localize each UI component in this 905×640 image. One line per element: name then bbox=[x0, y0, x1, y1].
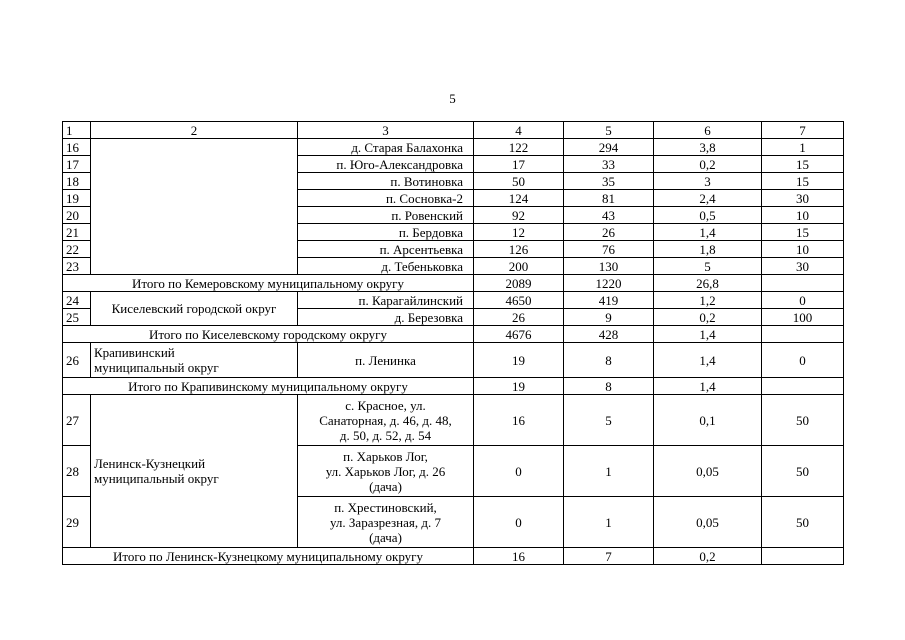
settlement-cell: п. Сосновка-2 bbox=[298, 190, 474, 207]
value-cell: 15 bbox=[762, 173, 844, 190]
settlement-cell: п. Юго-Александровка bbox=[298, 156, 474, 173]
row-number: 16 bbox=[63, 139, 91, 156]
row-number: 21 bbox=[63, 224, 91, 241]
settlement-cell: п. Хрестиновский, ул. Заразрезная, д. 7 (дача) bbox=[298, 497, 474, 548]
value-cell: 7 bbox=[564, 548, 654, 565]
value-cell: 17 bbox=[474, 156, 564, 173]
table-row bbox=[63, 139, 844, 156]
settlement-cell: п. Вотиновка bbox=[298, 173, 474, 190]
value-cell: 16 bbox=[474, 395, 564, 446]
page-number: 5 bbox=[449, 91, 456, 106]
value-cell: 3 bbox=[654, 173, 762, 190]
table-row bbox=[63, 343, 844, 378]
value-cell bbox=[762, 326, 844, 343]
value-cell: 33 bbox=[564, 156, 654, 173]
total-label: Итого по Киселевскому городскому округу bbox=[63, 326, 474, 343]
value-cell: 1,4 bbox=[654, 326, 762, 343]
settlement-cell: п. Арсентьевка bbox=[298, 241, 474, 258]
value-cell: 0 bbox=[762, 292, 844, 309]
row-number: 27 bbox=[63, 395, 91, 446]
value-cell: 0,5 bbox=[654, 207, 762, 224]
value-cell: 16 bbox=[474, 548, 564, 565]
district-cell: Киселевский городской округ bbox=[91, 292, 298, 326]
value-cell: 15 bbox=[762, 224, 844, 241]
settlement-cell: п. Харьков Лог, ул. Харьков Лог, д. 26 (дача) bbox=[298, 446, 474, 497]
settlement-cell: п. Ровенский bbox=[298, 207, 474, 224]
value-cell: 0,2 bbox=[654, 156, 762, 173]
value-cell: 50 bbox=[762, 446, 844, 497]
district-cell: Крапивинский муниципальный округ bbox=[91, 343, 298, 378]
value-cell: 200 bbox=[474, 258, 564, 275]
value-cell: 10 bbox=[762, 207, 844, 224]
settlement-cell: п. Карагайлинский bbox=[298, 292, 474, 309]
value-cell: 5 bbox=[654, 258, 762, 275]
data-table bbox=[62, 121, 844, 565]
row-number: 24 bbox=[63, 292, 91, 309]
settlement-cell: д. Старая Балахонка bbox=[298, 139, 474, 156]
header-cell: 1 bbox=[63, 122, 91, 139]
value-cell: 35 bbox=[564, 173, 654, 190]
value-cell: 3,8 bbox=[654, 139, 762, 156]
value-cell: 1,8 bbox=[654, 241, 762, 258]
value-cell: 124 bbox=[474, 190, 564, 207]
row-number: 22 bbox=[63, 241, 91, 258]
row-number: 29 bbox=[63, 497, 91, 548]
settlement-cell: д. Березовка bbox=[298, 309, 474, 326]
total-label: Итого по Крапивинскому муниципальному округу bbox=[63, 378, 474, 395]
value-cell: 1,4 bbox=[654, 343, 762, 378]
value-cell: 1 bbox=[564, 497, 654, 548]
header-cell: 5 bbox=[564, 122, 654, 139]
value-cell: 0 bbox=[762, 343, 844, 378]
value-cell: 0,2 bbox=[654, 309, 762, 326]
value-cell: 2089 bbox=[474, 275, 564, 292]
header-cell: 7 bbox=[762, 122, 844, 139]
row-number: 28 bbox=[63, 446, 91, 497]
value-cell: 1,4 bbox=[654, 224, 762, 241]
value-cell: 10 bbox=[762, 241, 844, 258]
value-cell: 50 bbox=[762, 497, 844, 548]
value-cell: 1,4 bbox=[654, 378, 762, 395]
total-row bbox=[63, 275, 844, 292]
value-cell: 19 bbox=[474, 343, 564, 378]
total-row bbox=[63, 548, 844, 565]
value-cell: 8 bbox=[564, 378, 654, 395]
settlement-cell: п. Ленинка bbox=[298, 343, 474, 378]
value-cell: 8 bbox=[564, 343, 654, 378]
value-cell: 4650 bbox=[474, 292, 564, 309]
value-cell: 15 bbox=[762, 156, 844, 173]
header-cell: 3 bbox=[298, 122, 474, 139]
value-cell: 0,1 bbox=[654, 395, 762, 446]
value-cell bbox=[762, 275, 844, 292]
value-cell: 130 bbox=[564, 258, 654, 275]
value-cell: 50 bbox=[474, 173, 564, 190]
value-cell: 0,05 bbox=[654, 497, 762, 548]
header-cell: 6 bbox=[654, 122, 762, 139]
total-label: Итого по Ленинск-Кузнецкому муниципальному округу bbox=[63, 548, 474, 565]
value-cell: 100 bbox=[762, 309, 844, 326]
settlement-cell: д. Тебеньковка bbox=[298, 258, 474, 275]
row-number: 17 bbox=[63, 156, 91, 173]
value-cell: 419 bbox=[564, 292, 654, 309]
value-cell: 1,2 bbox=[654, 292, 762, 309]
value-cell: 0 bbox=[474, 446, 564, 497]
row-number: 25 bbox=[63, 309, 91, 326]
value-cell: 30 bbox=[762, 190, 844, 207]
value-cell: 4676 bbox=[474, 326, 564, 343]
row-number: 18 bbox=[63, 173, 91, 190]
table-row bbox=[63, 292, 844, 309]
value-cell: 50 bbox=[762, 395, 844, 446]
value-cell: 428 bbox=[564, 326, 654, 343]
value-cell: 92 bbox=[474, 207, 564, 224]
value-cell: 76 bbox=[564, 241, 654, 258]
row-number: 19 bbox=[63, 190, 91, 207]
district-cell bbox=[91, 139, 298, 275]
value-cell: 0,05 bbox=[654, 446, 762, 497]
value-cell: 43 bbox=[564, 207, 654, 224]
header-row bbox=[63, 122, 844, 139]
value-cell: 294 bbox=[564, 139, 654, 156]
value-cell: 30 bbox=[762, 258, 844, 275]
value-cell: 81 bbox=[564, 190, 654, 207]
value-cell: 0 bbox=[474, 497, 564, 548]
row-number: 23 bbox=[63, 258, 91, 275]
value-cell: 26,8 bbox=[654, 275, 762, 292]
total-row bbox=[63, 378, 844, 395]
value-cell: 122 bbox=[474, 139, 564, 156]
value-cell: 0,2 bbox=[654, 548, 762, 565]
district-cell: Ленинск-Кузнецкий муниципальный округ bbox=[91, 395, 298, 548]
table-row bbox=[63, 395, 844, 446]
value-cell bbox=[762, 378, 844, 395]
value-cell: 1 bbox=[564, 446, 654, 497]
value-cell: 126 bbox=[474, 241, 564, 258]
value-cell bbox=[762, 548, 844, 565]
value-cell: 26 bbox=[474, 309, 564, 326]
value-cell: 9 bbox=[564, 309, 654, 326]
value-cell: 26 bbox=[564, 224, 654, 241]
settlement-cell: п. Бердовка bbox=[298, 224, 474, 241]
value-cell: 12 bbox=[474, 224, 564, 241]
value-cell: 2,4 bbox=[654, 190, 762, 207]
header-cell: 4 bbox=[474, 122, 564, 139]
value-cell: 5 bbox=[564, 395, 654, 446]
header-cell: 2 bbox=[91, 122, 298, 139]
total-row bbox=[63, 326, 844, 343]
row-number: 20 bbox=[63, 207, 91, 224]
settlement-cell: с. Красное, ул. Санаторная, д. 46, д. 48, д. 50, д. 52, д. 54 bbox=[298, 395, 474, 446]
value-cell: 1 bbox=[762, 139, 844, 156]
row-number: 26 bbox=[63, 343, 91, 378]
value-cell: 1220 bbox=[564, 275, 654, 292]
value-cell: 19 bbox=[474, 378, 564, 395]
total-label: Итого по Кемеровскому муниципальному округу bbox=[63, 275, 474, 292]
